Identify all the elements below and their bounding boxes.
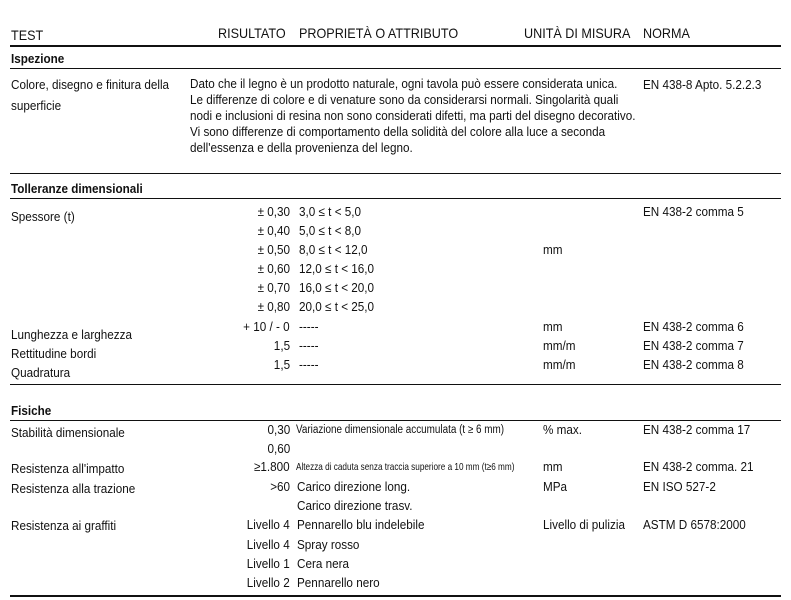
section-underline — [10, 198, 781, 199]
risultato-graffiti: Livello 2 — [247, 575, 290, 590]
norma-rettitudine: EN 438-2 comma 7 — [643, 338, 744, 353]
spessore-risultato: ± 0,50 — [257, 242, 290, 257]
unita-trazione: MPa — [543, 479, 568, 494]
proprieta-lunghezza: ----- — [299, 319, 319, 334]
section-divider — [10, 173, 781, 174]
risultato-rettitudine: 1,5 — [273, 338, 290, 353]
risultato-trazione: >60 — [270, 479, 290, 494]
risultato-stabilita: 0,30 — [267, 422, 290, 437]
test-graffiti: Resistenza ai graffiti — [11, 518, 117, 533]
test-stabilita: Stabilità dimensionale — [11, 425, 125, 440]
spessore-range: 16,0 ≤ t < 20,0 — [299, 280, 375, 295]
proprieta-graffiti: Pennarello blu indelebile — [297, 517, 425, 532]
header-test: TEST — [11, 27, 44, 43]
spessore-risultato: ± 0,80 — [257, 299, 290, 314]
unita-rettitudine: mm/m — [543, 338, 576, 353]
ispezione-description — [190, 76, 636, 156]
description-line: Vi sono differenze di comportamento della solidità del colore alla luce a seconda — [190, 124, 606, 139]
header-risultato: RISULTATO — [218, 25, 286, 41]
proprieta-stabilita: Variazione dimensionale accumulata (t ≥ 6 mm) — [296, 424, 505, 436]
risultato-quadratura: 1,5 — [273, 357, 290, 372]
test-rettitudine: Rettitudine bordi — [11, 346, 97, 361]
section-underline — [10, 68, 781, 69]
norma-stabilita: EN 438-2 comma 17 — [643, 422, 751, 437]
description-line: Dato che il legno è un prodotto naturale, ogni tavola può essere considerata unica. — [190, 76, 618, 91]
spessore-risultato: ± 0,30 — [257, 204, 290, 219]
risultato-graffiti: Livello 4 — [247, 517, 290, 532]
unita-graffiti: Livello di pulizia — [543, 517, 625, 532]
section-title-ispezione: Ispezione — [11, 51, 65, 66]
unita-stabilita: % max. — [543, 422, 583, 437]
spessore-range: 3,0 ≤ t < 5,0 — [299, 204, 362, 219]
header-unita: UNITÀ DI MISURA — [524, 25, 631, 41]
test-colore-line1: Colore, disegno e finitura della — [11, 77, 170, 92]
spessore-range: 20,0 ≤ t < 25,0 — [299, 299, 375, 314]
description-line: nodi e inclusioni di resina non sono considerati difetti, ma parti del disegno decorativo. — [190, 108, 636, 123]
norma-trazione: EN ISO 527-2 — [643, 479, 716, 494]
proprieta-graffiti: Spray rosso — [297, 537, 360, 552]
unita-spessore: mm — [543, 242, 563, 257]
test-lunghezza: Lunghezza e larghezza — [11, 327, 132, 342]
description-line: Le differenze di colore e di venature sono da considerarsi normali. Singolarità quali — [190, 92, 619, 107]
risultato-impatto: ≥1.800 — [254, 459, 290, 474]
test-trazione: Resistenza alla trazione — [11, 481, 136, 496]
spessore-range: 12,0 ≤ t < 16,0 — [299, 261, 375, 276]
proprieta-quadratura: ----- — [299, 357, 319, 372]
proprieta-graffiti: Pennarello nero — [297, 575, 380, 590]
header-norma: NORMA — [643, 25, 690, 41]
norma-ispezione: EN 438-8 Apto. 5.2.2.3 — [643, 77, 762, 92]
norma-quadratura: EN 438-2 comma 8 — [643, 357, 744, 372]
test-colore-line2: superficie — [11, 98, 62, 113]
test-spessore: Spessore (t) — [11, 209, 75, 224]
risultato-graffiti: Livello 1 — [247, 556, 290, 571]
norma-graffiti: ASTM D 6578:2000 — [643, 517, 746, 532]
proprieta-trazione: Carico direzione trasv. — [297, 498, 413, 513]
test-quadratura: Quadratura — [11, 365, 71, 380]
norma-lunghezza: EN 438-2 comma 6 — [643, 319, 744, 334]
spessore-risultato: ± 0,40 — [257, 223, 290, 238]
description-line: dell'essenza e della provenienza del legno. — [190, 140, 413, 155]
spessore-range: 5,0 ≤ t < 8,0 — [299, 223, 362, 238]
header-divider — [10, 45, 781, 47]
header-proprieta: PROPRIETÀ O ATTRIBUTO — [299, 25, 459, 41]
unita-quadratura: mm/m — [543, 357, 576, 372]
risultato-lunghezza: + 10 / - 0 — [243, 319, 290, 334]
proprieta-graffiti: Cera nera — [297, 556, 350, 571]
risultato-stabilita: 0,60 — [267, 441, 290, 456]
spessore-risultato: ± 0,60 — [257, 261, 290, 276]
unita-lunghezza: mm — [543, 319, 563, 334]
section-title-fisiche: Fisiche — [11, 403, 52, 418]
proprieta-rettitudine: ----- — [299, 338, 319, 353]
footer-divider — [10, 595, 781, 597]
section-title-tolleranze: Tolleranze dimensionali — [11, 181, 143, 196]
risultato-graffiti: Livello 4 — [247, 537, 290, 552]
test-impatto: Resistenza all'impatto — [11, 461, 125, 476]
proprieta-trazione: Carico direzione long. — [297, 479, 411, 494]
spessore-risultato: ± 0,70 — [257, 280, 290, 295]
norma-impatto: EN 438-2 comma. 21 — [643, 459, 754, 474]
unita-impatto: mm — [543, 459, 563, 474]
proprieta-impatto: Altezza di caduta senza traccia superiore a 10 mm (t≥6 mm) — [296, 461, 515, 473]
section-divider — [10, 384, 781, 385]
spessore-range: 8,0 ≤ t < 12,0 — [299, 242, 368, 257]
norma-spessore: EN 438-2 comma 5 — [643, 204, 744, 219]
